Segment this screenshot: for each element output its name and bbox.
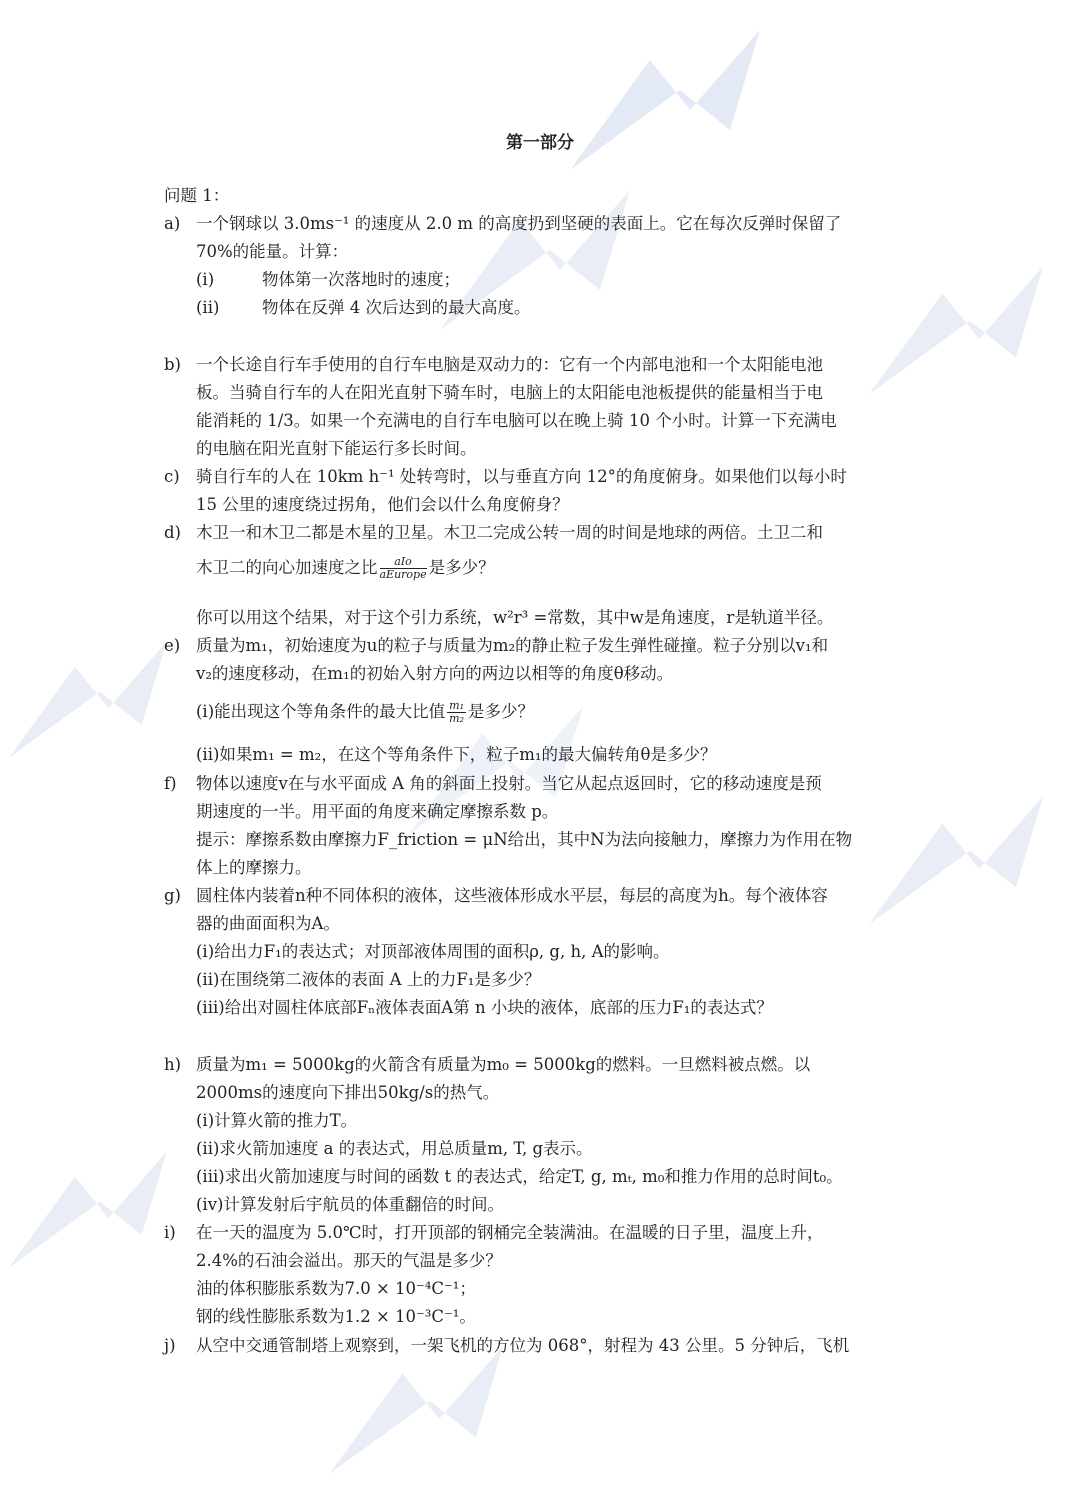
item-a-line-2: 70%的能量。计算： [196, 242, 349, 261]
item-g-line-3: (i)给出力F₁的表达式；对顶部液体周围的面积ρ, g, h, A的影响。 [196, 942, 670, 961]
item-h-line-1: 质量为m₁ = 5000kg的火箭含有质量为m₀ = 5000kg的燃料。一旦燃料被点燃。以 [196, 1055, 811, 1074]
item-d-text-a: 木卫二的向心加速度之比 [196, 558, 378, 578]
item-b-line-3: 能消耗的 1/3。如果一个充满电的自行车电脑可以在晚上骑 10 个小时。计算一下充满电 [196, 411, 837, 430]
item-a-sub-ii-label: (ii) [196, 298, 220, 317]
item-label-e: e) [164, 636, 181, 655]
item-d-line-1: 木卫一和木卫二都是木星的卫星。木卫二完成公转一周的时间是地球的两倍。土卫二和 [196, 523, 823, 542]
mass-ratio-fraction: $\frac{\text{m₁}}{\text{m₂}}$ [449, 699, 464, 726]
item-g-line-2: 器的曲面面积为A。 [196, 914, 340, 933]
item-b-line-1: 一个长途自行车手使用的自行车电脑是双动力的：它有一个内部电池和一个太阳能电池 [196, 355, 823, 374]
item-label-a: a) [164, 214, 181, 233]
item-d-line-3: 你可以用这个结果，对于这个引力系统，w²r³ =常数，其中w是角速度，r是轨道半径。 [196, 608, 834, 627]
item-a-sub-i-text: 物体第一次落地时的速度； [262, 270, 460, 289]
item-label-i: i) [164, 1223, 176, 1242]
item-g-line-1: 圆柱体内装着n种不同体积的液体，这些液体形成水平层，每层的高度为h。每个液体容 [196, 886, 828, 905]
item-j-line-1: 从空中交通管制塔上观察到，一架飞机的方位为 068°，射程为 43 公里。5 分钟后，飞机 [196, 1336, 850, 1355]
item-e-text-a: (i)能出现这个等角条件的最大比值 [196, 702, 446, 722]
item-h-line-6: (iv)计算发射后宇航员的体重翻倍的时间。 [196, 1195, 504, 1214]
item-h-line-4: (ii)求火箭加速度 a 的表达式，用总质量m, T, g表示。 [196, 1139, 593, 1158]
item-d-text-b: 是多少？ [428, 558, 495, 578]
item-d-line-2 [196, 556, 495, 581]
item-e-line-4: (ii)如果m₁ = m₂，在这个等角条件下，粒子m₁的最大偏转角θ是多少？ [196, 745, 717, 764]
item-e-line-3 [196, 700, 534, 725]
item-label-c: c) [164, 467, 180, 486]
item-c-line-1: 骑自行车的人在 10km h⁻¹ 处转弯时，以与垂直方向 12°的角度俯身。如果他们以每小时 [196, 467, 847, 486]
item-f-line-2: 期速度的一半。用平面的角度来确定摩擦系数 p。 [196, 802, 559, 821]
item-label-g: g) [164, 886, 181, 905]
item-a-sub-ii-text: 物体在反弹 4 次后达到的最大高度。 [262, 298, 531, 317]
item-h-line-3: (i)计算火箭的推力T。 [196, 1111, 358, 1130]
item-b-line-2: 板。当骑自行车的人在阳光直射下骑车时，电脑上的太阳能电池板提供的能量相当于电 [196, 383, 823, 402]
item-f-line-4: 体上的摩擦力。 [196, 858, 312, 877]
item-label-h: h) [164, 1055, 182, 1074]
item-a-sub-i-label: (i) [196, 270, 215, 289]
item-g-line-5: (iii)给出对圆柱体底部Fₙ液体表面A第 n 小块的液体，底部的压力F₁的表达式？ [196, 998, 773, 1017]
item-i-line-3: 油的体积膨胀系数为7.0 × 10⁻⁴C⁻¹； [196, 1279, 476, 1298]
item-i-line-2: 2.4%的石油会溢出。那天的气温是多少？ [196, 1251, 502, 1270]
item-e-line-2: v₂的速度移动，在m₁的初始入射方向的两边以相等的角度θ移动。 [196, 664, 674, 683]
item-label-j: j) [164, 1336, 176, 1355]
item-a-line-1: 一个钢球以 3.0ms⁻¹ 的速度从 2.0 m 的高度扔到坚硬的表面上。它在每次反弹时保留了 [196, 214, 842, 233]
item-h-line-5: (iii)求出火箭加速度与时间的函数 t 的表达式，给定T, g, mₜ, m₀和推力作用的总时间t₀。 [196, 1167, 843, 1186]
item-f-line-3: 提示：摩擦系数由摩擦力F_friction = μN给出，其中N为法向接触力，摩擦力为作用在物 [196, 830, 853, 849]
item-e-text-b: 是多少？ [468, 702, 534, 722]
item-h-line-2: 2000ms的速度向下排出50kg/s的热气。 [196, 1083, 500, 1102]
page-title: 第一部分 [506, 133, 574, 153]
item-f-line-1: 物体以速度v在与水平面成 A 角的斜面上投射。当它从起点返回时，它的移动速度是预 [196, 774, 822, 793]
item-c-line-2: 15 公里的速度绕过拐角，他们会以什么角度俯身？ [196, 495, 569, 514]
item-label-f: f) [164, 774, 177, 793]
item-label-b: b) [164, 355, 181, 374]
acceleration-ratio-fraction: $\frac{\text{aIo}}{\text{aEurope}}$ [379, 555, 427, 582]
item-g-line-4: (ii)在围绕第二液体的表面 A 上的力F₁是多少？ [196, 970, 541, 989]
item-i-line-4: 钢的线性膨胀系数为1.2 × 10⁻³C⁻¹。 [196, 1307, 476, 1326]
item-i-line-1: 在一天的温度为 5.0℃时，打开顶部的钢桶完全装满油。在温暖的日子里，温度上升， [196, 1223, 824, 1242]
question-heading: 问题 1： [164, 186, 230, 205]
item-b-line-4: 的电脑在阳光直射下能运行多长时间。 [196, 439, 477, 458]
item-label-d: d) [164, 523, 181, 542]
item-e-line-1: 质量为m₁，初始速度为u的粒子与质量为m₂的静止粒子发生弹性碰撞。粒子分别以v₁和 [196, 636, 829, 655]
